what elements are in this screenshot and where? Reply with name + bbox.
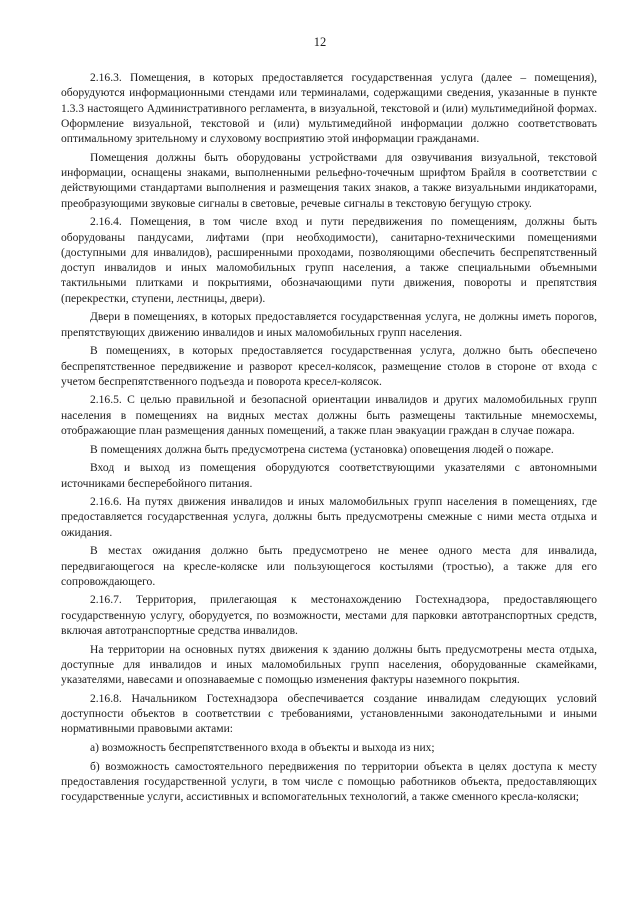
list-item-a: а) возможность беспрепятственного входа в объекты и выхода из них; bbox=[90, 742, 435, 755]
paragraph-2-16-7: 2.16.7. Территория, прилегающая к местонахождению Гостехнадзора, предоставляющего государственную услугу, оборудуется, по возможности, местами для парковки автотранспортных средств, включая автотранспортные средства инвалидов. bbox=[61, 594, 597, 638]
paragraph-2-16-8: 2.16.8. Начальником Гостехнадзора обеспечивается создание инвалидам следующих условий доступности объектов в соответствии с требованиями, установленными законодательными и иными нормативными правовыми актами: bbox=[61, 692, 597, 736]
paragraph-2-16-6: 2.16.6. На путях движения инвалидов и иных маломобильных групп населения в помещениях, где предоставляется государственная услуга, должны быть предусмотрены смежные с ними места отдыха и ожидания. bbox=[61, 496, 597, 539]
page-number: 12 bbox=[313, 35, 327, 49]
paragraph: В помещениях должна быть предусмотрена система (установка) оповещения людей о пожаре. bbox=[90, 443, 554, 456]
paragraph: На территории на основных путях движения к зданию должны быть предусмотрены места отдыха, доступные для инвалидов и иных маломобильных групп населения, оборудованные скамейками, указателями, навесами и опознаваемые с помощью изменения фактуры наземного покрытия. bbox=[61, 643, 597, 687]
paragraph: В местах ожидания должно быть предусмотрено не менее одного места для инвалида, передвигающегося на кресле-коляске или пользующегося костылями (тростью), а также для его сопровождающего. bbox=[61, 545, 597, 588]
paragraph-2-16-5: 2.16.5. С целью правильной и безопасной ориентации инвалидов и других маломобильных групп населения в помещениях на видных местах должны быть размещены тактильные мнемосхемы, отображающие план размещения данных помещений, а также план эвакуации граждан в случае пожара. bbox=[61, 394, 597, 438]
list-item-b: б) возможность самостоятельного передвижения по территории объекта в целях доступа к месту предоставления государственной услуги, в том числе с помощью работников объекта, предоставляющих государственные услуги, ассистивных и вспомогательных технологий, а также сменного кресла-коляски; bbox=[61, 760, 597, 804]
paragraph-2-16-4: 2.16.4. Помещения, в том числе вход и пути передвижения по помещениям, должны быть оборудованы пандусами, лифтами (при необходимости), санитарно-техническими помещениями (доступными для инвалидов), расширенными проходами, позволяющими обеспечить беспрепятственный доступ инвалидов и иных маломобильных групп населения, а также специальными объемными тактильными плитками и покрытиями, обозначающими пути движения, повороты и препятствия (перекрестки, ступени, лестницы, двери). bbox=[61, 216, 597, 305]
document-body bbox=[61, 71, 597, 809]
paragraph: Помещения должны быть оборудованы устройствами для озвучивания визуальной, текстовой информации, оснащены знаками, выполненными рельефно-точечным шрифтом Брайля в соответствии с действующими стандартами выполнения и размещения таких знаков, а также визуальными индикаторами, преобразующими звуковые сигналы в световые, речевые сигналы в текстовую бегущую строку. bbox=[61, 151, 597, 210]
paragraph: В помещениях, в которых предоставляется государственная услуга, должно быть обеспечено беспрепятственное передвижение и разворот кресел-колясок, размещение столов в стороне от входа с учетом беспрепятственного подъезда и поворота кресел-колясок. bbox=[61, 345, 597, 388]
paragraph: Вход и выход из помещения оборудуются соответствующими указателями с автономными источниками бесперебойного питания. bbox=[61, 462, 597, 490]
paragraph-2-16-3: 2.16.3. Помещения, в которых предоставляется государственная услуга (далее – помещения), оборудуются информационными стендами или терминалами, содержащими сведения, указанные в пункте 1.3.3 настоящего Административного регламента, в визуальной, текстовой и (или) мультимедийной формах. Оформление визуальной, текстовой и (или) мультимедийной информации должно соответствовать оптимальному зрительному и слуховому восприятию этой информации гражданами. bbox=[61, 72, 597, 146]
paragraph: Двери в помещениях, в которых предоставляется государственная услуга, не должны иметь порогов, препятствующих движению инвалидов и иных маломобильных групп населения. bbox=[61, 311, 597, 339]
